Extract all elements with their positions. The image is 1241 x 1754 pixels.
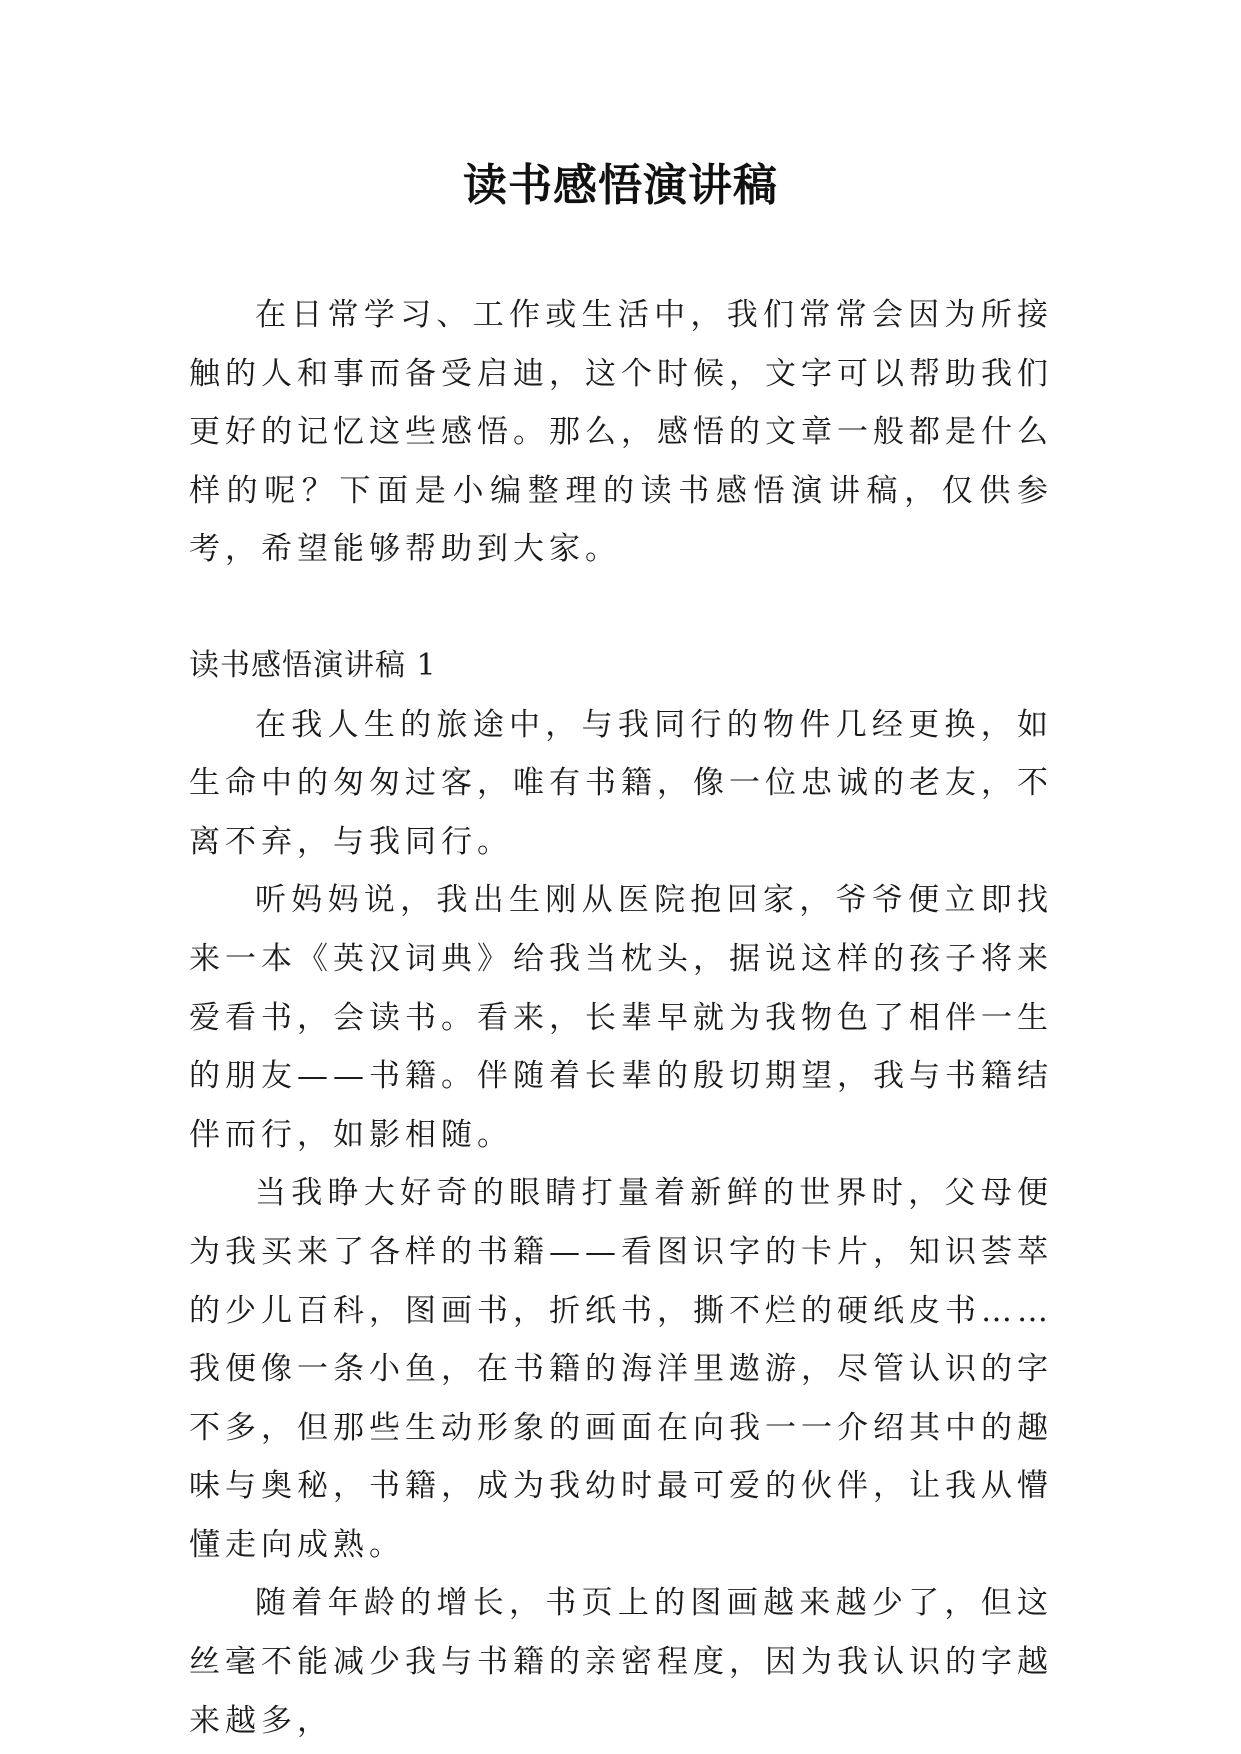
section-heading: 读书感悟演讲稿 1 xyxy=(189,647,437,683)
body-paragraph-1: 在我人生的旅途中，与我同行的物件几经更换，如生命中的匆匆过客，唯有书籍，像一位忠诚的老友，不离不弃，与我同行。 xyxy=(189,706,1053,860)
body-paragraph-4: 随着年龄的增长，书页上的图画越来越少了，但这丝毫不能减少我与书籍的亲密程度，因为我认识的字越来越多， xyxy=(189,1585,1053,1739)
intro-paragraph: 在日常学习、工作或生活中，我们常常会因为所接触的人和事而备受启迪，这个时候，文字可以帮助我们更好的记忆这些感悟。那么，感悟的文章一般都是什么样的呢？下面是小编整理的读书感悟演讲稿，仅供参考，希望能够帮助到大家。 xyxy=(189,297,1053,568)
body-paragraph-3: 当我睁大好奇的眼睛打量着新鲜的世界时，父母便为我买来了各样的书籍——看图识字的卡片，知识荟萃的少儿百科，图画书，折纸书，撕不烂的硬纸皮书……我便像一条小鱼，在书籍的海洋里遨游，尽管认识的字不多，但那些生动形象的画面在向我一一介绍其中的趣味与奥秘，书籍，成为我幼时最可爱的伙伴，让我从懵懂走向成熟。 xyxy=(189,1175,1053,1563)
page-title: 读书感悟演讲稿 xyxy=(463,160,778,211)
body-paragraph-2: 听妈妈说，我出生刚从医院抱回家，爷爷便立即找来一本《英汉词典》给我当枕头，据说这样的孩子将来爱看书，会读书。看来，长辈早就为我物色了相伴一生的朋友——书籍。伴随着长辈的殷切期望，我与书籍结伴而行，如影相随。 xyxy=(189,882,1053,1153)
document-body xyxy=(189,286,1053,1750)
